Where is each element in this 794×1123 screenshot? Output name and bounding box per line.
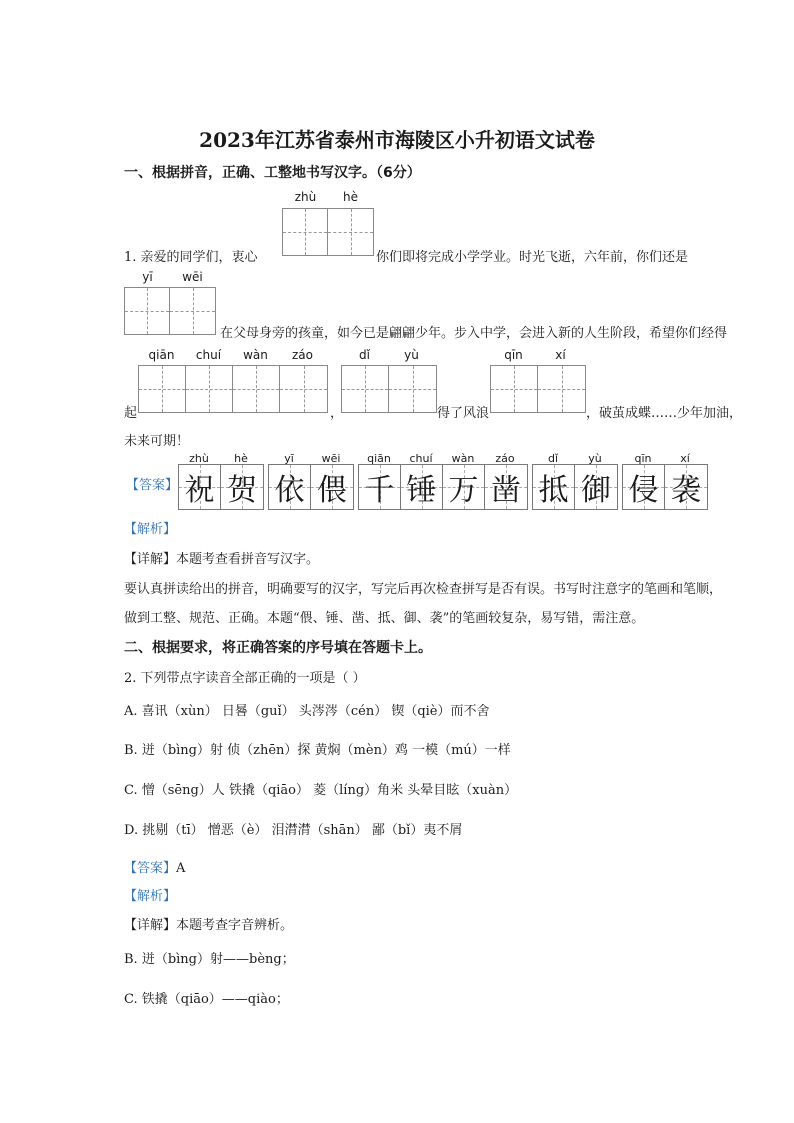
option-b[interactable]: B. 迸（bìng）射 侦（zhēn）探 黄焖（mèn）鸡 一模（mú）一样 xyxy=(124,743,511,758)
writing-cell[interactable] xyxy=(170,288,215,334)
detail-label-2: 【详解】 xyxy=(124,918,177,933)
answer-char: 袭 xyxy=(671,473,701,508)
q1-line3-end: ，破茧成蝶……少年加油， xyxy=(586,406,743,421)
detail-label: 【详解】 xyxy=(124,552,177,567)
answer-grid-4 xyxy=(532,464,618,510)
answer-char: 千 xyxy=(364,473,395,508)
answer-pinyin: xí xyxy=(680,452,690,465)
q1-line4: 未来可期！ xyxy=(124,434,190,449)
pinyin-qin: qīn xyxy=(504,348,523,362)
pinyin-chui: chuí xyxy=(195,348,222,362)
q1-line3-start: 起 xyxy=(124,406,138,421)
answer-char-cell xyxy=(575,465,617,509)
answer-char-cell xyxy=(623,465,665,509)
pinyin-yu: yù xyxy=(404,348,419,362)
pinyin-zao: záo xyxy=(292,348,313,362)
writing-cell[interactable] xyxy=(139,366,186,412)
answer-char-cell xyxy=(401,465,443,509)
detail-text: 本题考查看拼音写汉字。 xyxy=(176,552,320,567)
answer-pinyin: zhù xyxy=(189,452,209,465)
explanation-para-2: 做到工整、规范、正确。本题“偎、锤、凿、抵、御、袭”的笔画较复杂，易写错，需注意。 xyxy=(124,611,645,626)
option-d[interactable]: D. 挑剔（tī） 憎恶（è） 泪潸潸（shān） 鄙（bǐ）夷不屑 xyxy=(124,823,463,838)
answer-char-cell xyxy=(179,465,221,509)
q1-text-start: 1. 亲爱的同学们，衷心 xyxy=(124,250,258,265)
q1-text-line1-end: 你们即将完成小学学业。时光飞逝，六年前，你们还是 xyxy=(376,250,689,265)
answer-pinyin: yī xyxy=(284,452,294,465)
answer-pinyin: hè xyxy=(234,452,248,465)
page-title: 2023年江苏省泰州市海陵区小升初语文试卷 xyxy=(199,128,595,152)
answer-char: 贺 xyxy=(227,473,257,508)
writing-cell[interactable] xyxy=(328,209,373,255)
answer-char: 偎 xyxy=(317,473,347,508)
answer-pinyin: chuí xyxy=(409,452,433,465)
answer-label: 【答案】 xyxy=(126,478,179,493)
question-2: 2. 下列带点字读音全部正确的一项是（ ） xyxy=(124,671,366,686)
pinyin-wei: wēi xyxy=(182,270,203,284)
pinyin-qian: qiān xyxy=(148,348,175,362)
answer-pinyin: qīn xyxy=(634,452,652,465)
pinyin-he: hè xyxy=(343,190,358,204)
pinyin-wan: wàn xyxy=(243,348,268,362)
answer-pinyin: qiān xyxy=(367,452,391,465)
writing-grid-4[interactable] xyxy=(341,365,437,413)
answer-value: A xyxy=(176,861,186,876)
writing-grid-5[interactable] xyxy=(490,365,586,413)
pinyin-yi: yī xyxy=(142,270,153,284)
writing-cell[interactable] xyxy=(538,366,585,412)
answer-char-cell xyxy=(485,465,527,509)
analysis-label-2: 【解析】 xyxy=(124,889,177,904)
answer-grid-3 xyxy=(358,464,528,510)
answer-char-cell xyxy=(221,465,263,509)
answer-pinyin: dǐ xyxy=(547,452,559,465)
detail-text-2: 本题考查字音辨析。 xyxy=(176,918,294,933)
q1-line3-mid: 得了风浪 xyxy=(437,406,490,421)
correction-c: C. 铁撬（qiāo）——qiào； xyxy=(124,992,289,1007)
pinyin-xi: xí xyxy=(555,348,566,362)
pinyin-zhu: zhù xyxy=(294,190,317,204)
detail-line xyxy=(124,548,319,567)
writing-cell[interactable] xyxy=(491,366,538,412)
writing-cell[interactable] xyxy=(233,366,280,412)
answer-pinyin: yù xyxy=(588,452,602,465)
answer-pinyin: záo xyxy=(495,452,515,465)
answer-char: 祝 xyxy=(184,473,215,508)
writing-cell[interactable] xyxy=(125,288,170,334)
writing-cell[interactable] xyxy=(186,366,233,412)
answer-char-cell xyxy=(311,465,353,509)
writing-cell[interactable] xyxy=(342,366,389,412)
pinyin-di: dǐ xyxy=(359,348,370,362)
option-a[interactable]: A. 喜讯（xùn） 日晷（guǐ） 头涔涔（cén） 锲（qiè）而不舍 xyxy=(124,704,490,719)
detail-line-2 xyxy=(124,914,293,933)
answer-grid-1 xyxy=(178,464,264,510)
answer-char: 抵 xyxy=(538,473,569,508)
answer-char: 凿 xyxy=(491,473,521,508)
writing-grid-2[interactable] xyxy=(124,287,216,335)
answer-grid-2 xyxy=(268,464,354,510)
explanation-para-1: 要认真拼读给出的拼音，明确要写的汉字，写完后再次检查拼写是否有误。书写时注意字的笔画和笔顺， xyxy=(124,582,723,597)
answer-label-2: 【答案】 xyxy=(124,861,177,876)
answer-char-cell xyxy=(269,465,311,509)
writing-grid-3[interactable] xyxy=(138,365,328,413)
q1-text-line2: 在父母身旁的孩童，如今已是翩翩少年。步入中学，会进入新的人生阶段，希望你们经得 xyxy=(220,326,728,341)
answer-pinyin: wàn xyxy=(451,452,475,465)
writing-cell[interactable] xyxy=(389,366,436,412)
answer-char: 御 xyxy=(581,473,611,508)
analysis-label: 【解析】 xyxy=(124,522,177,537)
option-c[interactable]: C. 憎（sēng）人 铁撬（qiāo） 菱（líng）角米 头晕目眩（xuàn） xyxy=(124,783,518,798)
correction-b: B. 迸（bìng）射——bèng； xyxy=(124,952,295,967)
answer-char: 侵 xyxy=(628,473,659,508)
section1-heading: 一、根据拼音，正确、工整地书写汉字。（6分） xyxy=(124,165,421,181)
answer-grid-5 xyxy=(622,464,708,510)
answer-pinyin: wēi xyxy=(321,452,341,465)
writing-cell[interactable] xyxy=(283,209,328,255)
answer-char-cell xyxy=(665,465,707,509)
answer-row-2 xyxy=(124,857,185,876)
answer-char-cell xyxy=(359,465,401,509)
answer-char-cell xyxy=(533,465,575,509)
writing-grid-1[interactable] xyxy=(282,208,374,256)
answer-char: 万 xyxy=(448,473,479,508)
answer-char: 锤 xyxy=(406,473,437,508)
answer-char: 依 xyxy=(274,473,305,508)
section2-heading: 二、根据要求，将正确答案的序号填在答题卡上。 xyxy=(124,640,432,656)
q1-line3-comma: ， xyxy=(330,406,344,421)
answer-char-cell xyxy=(443,465,485,509)
writing-cell[interactable] xyxy=(280,366,327,412)
